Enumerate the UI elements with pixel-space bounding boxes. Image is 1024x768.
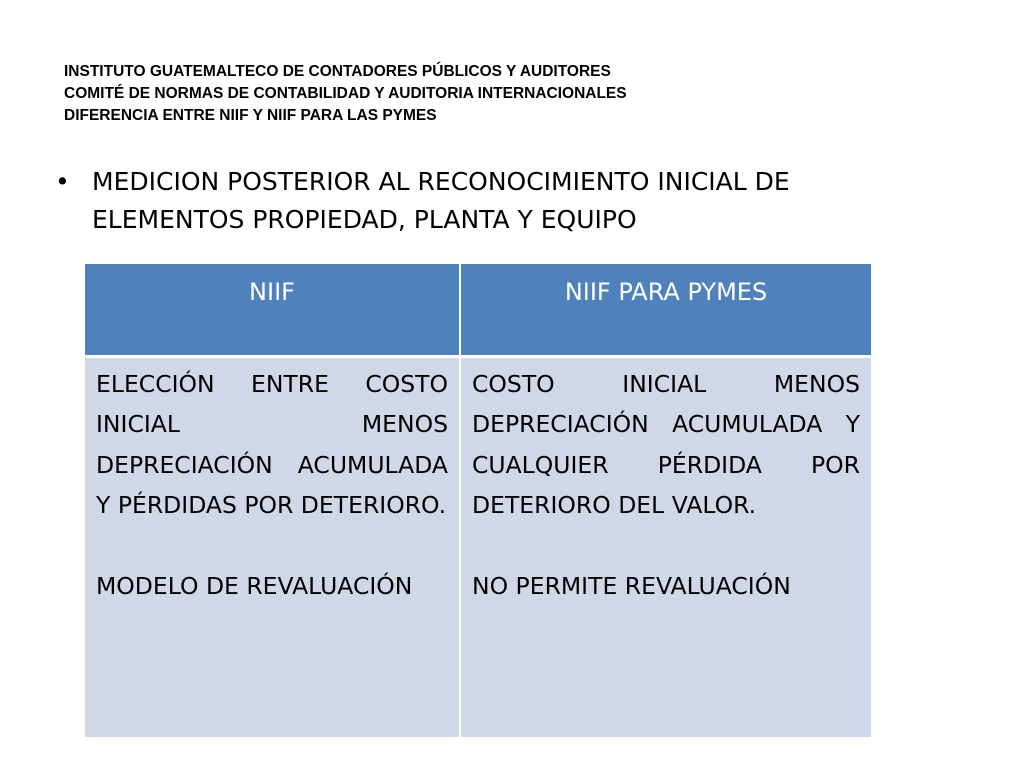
header-line-institute: INSTITUTO GUATEMALTECO DE CONTADORES PÚBLICOS Y AUDITORES (64, 63, 611, 80)
niif-measurement-text: ELECCIÓN ENTRE COSTO INICIAL MENOS DEPRECIACIÓN ACUMULADA Y PÉRDIDAS POR DETERIORO. (96, 369, 448, 519)
bullet-line-1: MEDICION POSTERIOR AL RECONOCIMIENTO INICIAL DE (92, 167, 790, 196)
slide-header (64, 61, 964, 127)
header-line-committee: COMITÉ DE NORMAS DE CONTABILIDAD Y AUDITORIA INTERNACIONALES (64, 85, 627, 102)
cell-niif (85, 356, 460, 737)
pymes-revaluation-text: NO PERMITE REVALUACIÓN (472, 571, 791, 600)
column-header-niif: NIIF (85, 264, 460, 356)
column-header-niif-pymes: NIIF PARA PYMES (460, 264, 871, 356)
bullet-text (92, 163, 912, 239)
niif-revaluation-text: MODELO DE REVALUACIÓN (96, 571, 413, 600)
table-header-row (85, 264, 871, 356)
header-line-subject: DIFERENCIA ENTRE NIIF Y NIIF PARA LAS PYMES (64, 107, 437, 124)
table-row (85, 356, 871, 737)
comparison-table (85, 264, 871, 737)
bullet-line-2: ELEMENTOS PROPIEDAD, PLANTA Y EQUIPO (92, 205, 637, 234)
bullet-icon: • (55, 167, 70, 196)
cell-niif-pymes (460, 356, 871, 737)
pymes-measurement-text: COSTO INICIAL MENOS DEPRECIACIÓN ACUMULADA Y CUALQUIER PÉRDIDA POR DETERIORO DEL VALOR. (472, 369, 860, 519)
